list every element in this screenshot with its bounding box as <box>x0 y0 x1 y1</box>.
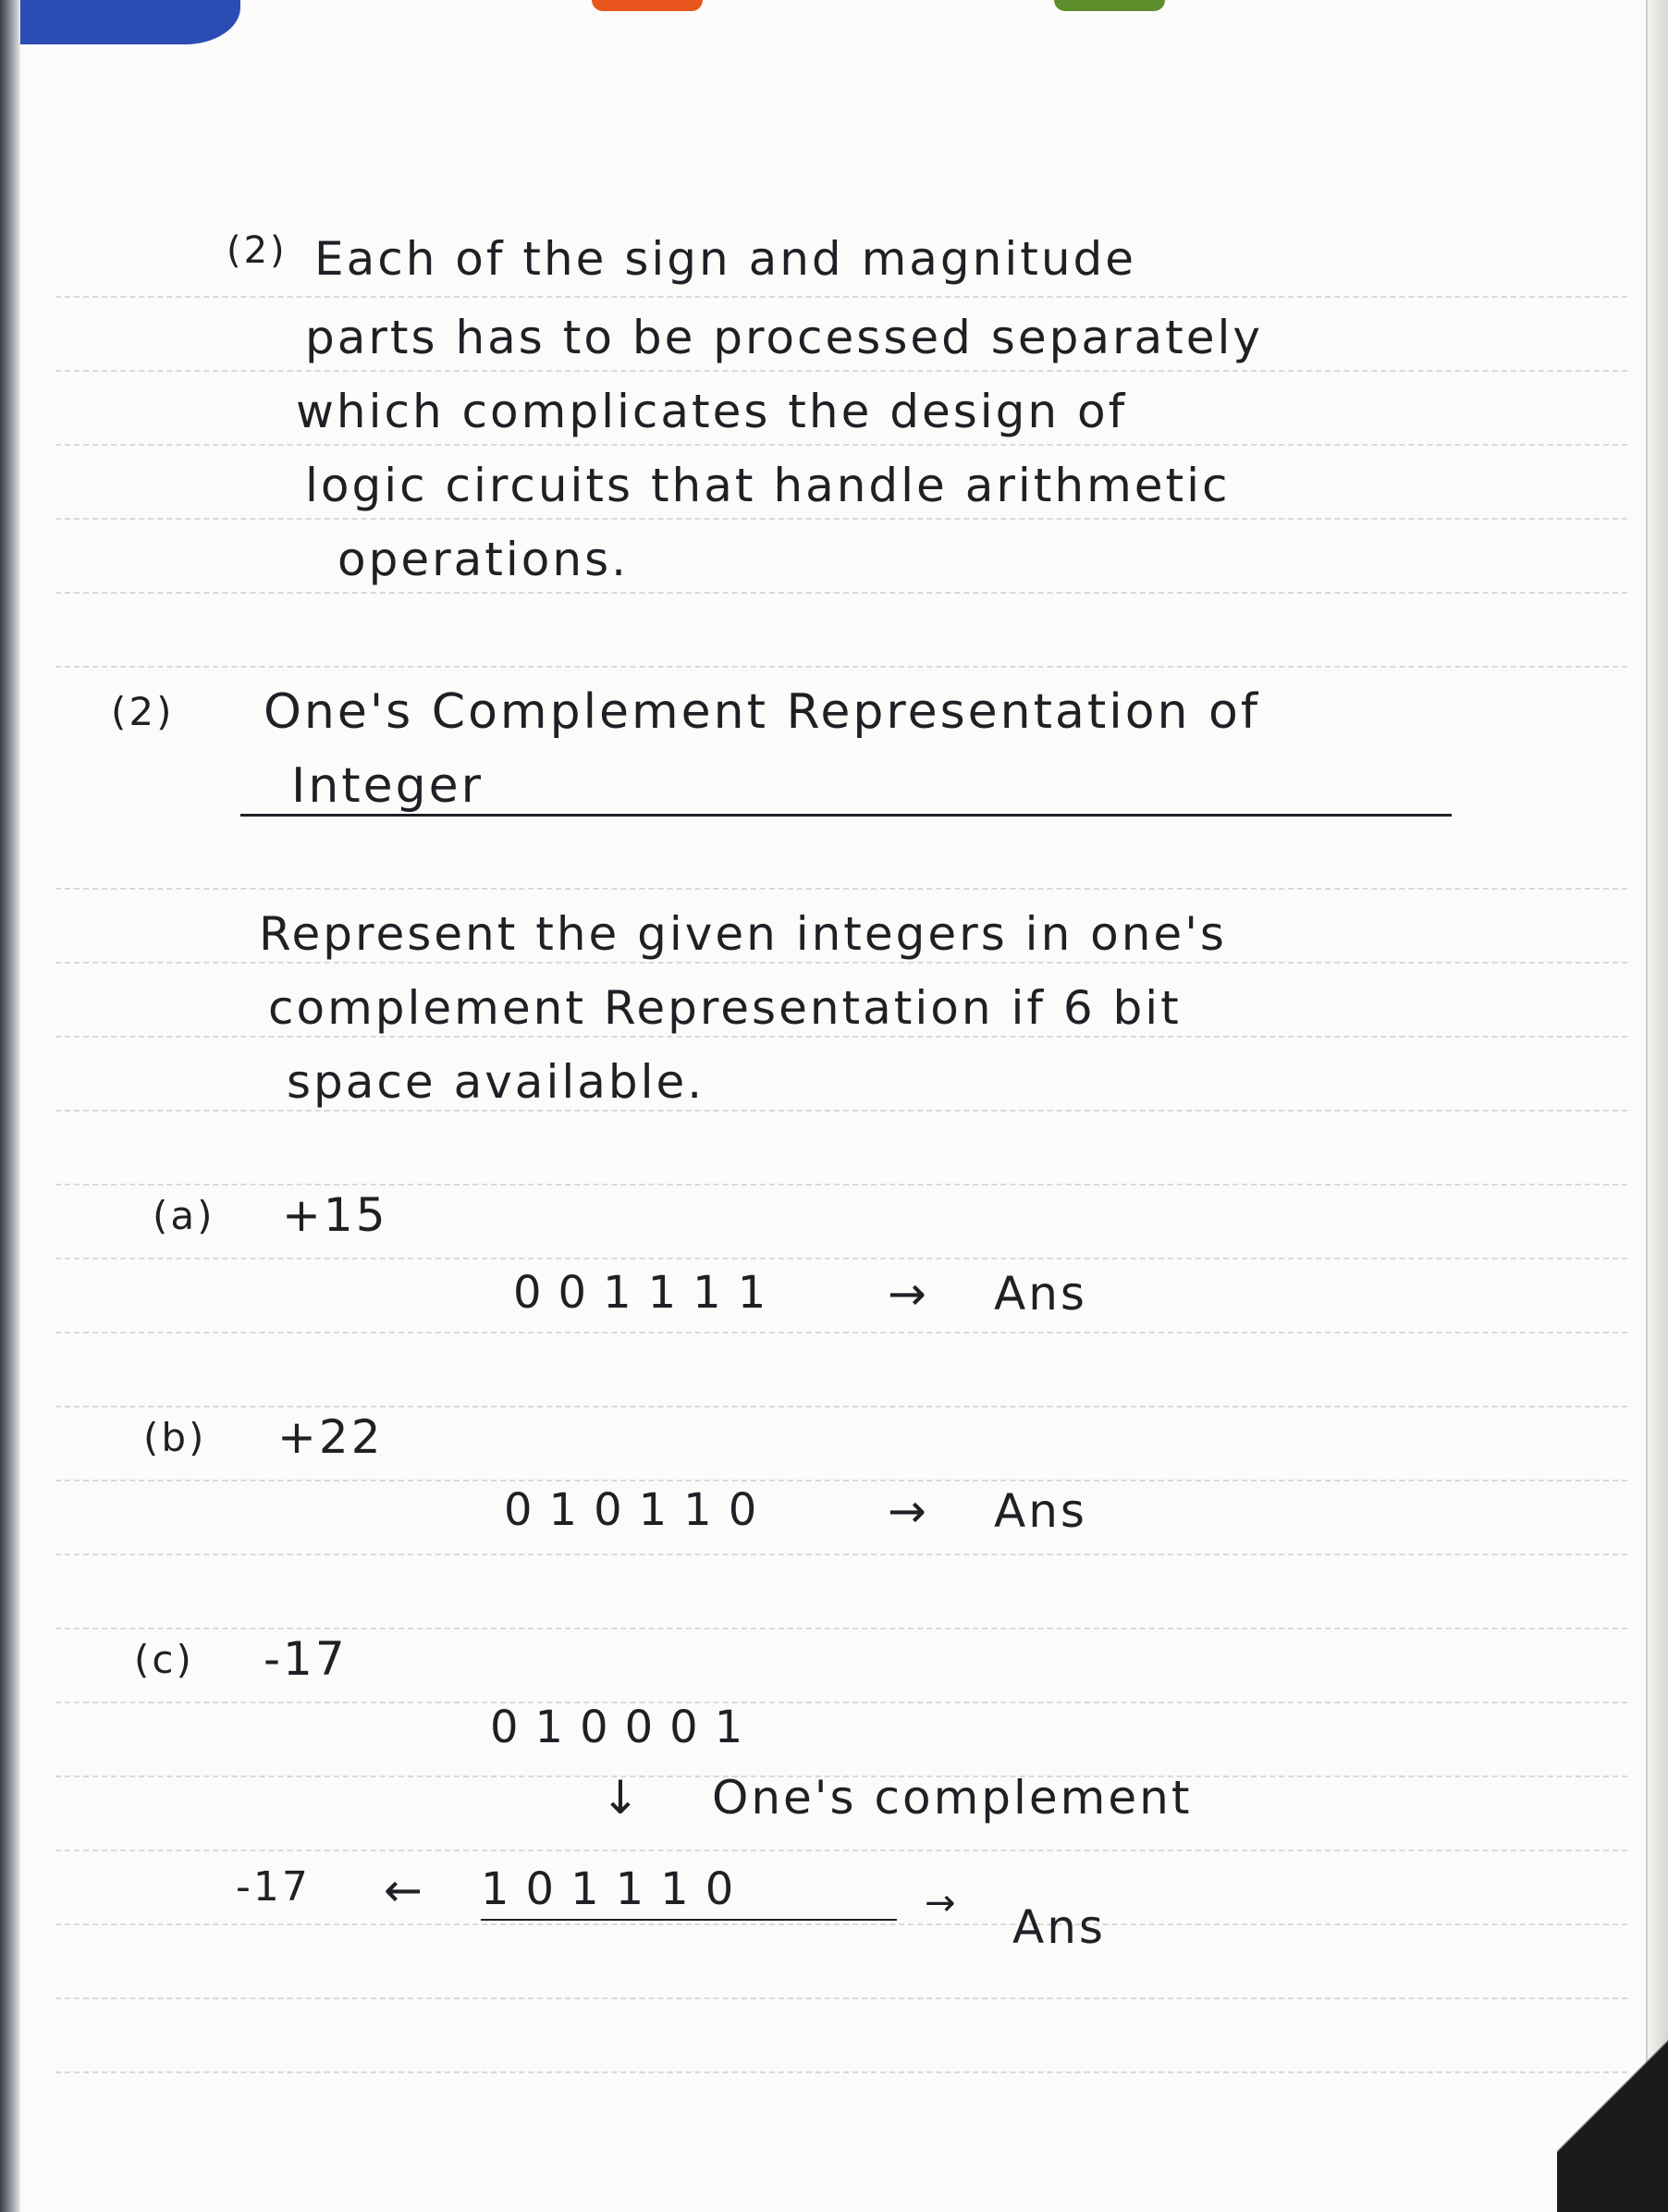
green-tab <box>1054 0 1165 11</box>
ruled-line <box>55 962 1627 964</box>
ruled-line <box>55 1702 1627 1703</box>
result-bits: 101110 <box>481 1863 751 1915</box>
paragraph-line: which complicates the design of <box>296 385 1128 438</box>
part-b-bits: 010110 <box>504 1484 774 1536</box>
down-arrow: ↓ <box>601 1771 643 1825</box>
point-number: (2) <box>227 229 288 272</box>
blue-tab <box>0 0 240 44</box>
ruled-line <box>55 518 1627 520</box>
paragraph-line: operations. <box>337 533 630 586</box>
ruled-line <box>55 2071 1627 2073</box>
result-prefix: -17 <box>236 1863 311 1911</box>
ruled-line <box>55 370 1627 372</box>
part-a-label: (a) <box>153 1193 215 1238</box>
ruled-line <box>55 1184 1627 1186</box>
part-b-answer: Ans <box>994 1484 1087 1538</box>
part-a-value: +15 <box>282 1188 388 1242</box>
part-c-value: -17 <box>264 1632 348 1686</box>
part-c-answer: Ans <box>1012 1900 1106 1954</box>
sign-magnitude-paragraph <box>296 384 1127 439</box>
question-line: complement Representation if 6 bit <box>268 981 1182 1035</box>
ruled-line <box>55 1110 1627 1112</box>
ruled-line <box>55 1554 1627 1555</box>
ruled-line <box>55 1036 1627 1038</box>
ruled-line <box>55 1258 1627 1260</box>
ruled-line <box>55 1406 1627 1407</box>
paragraph-line: Each of the sign and magnitude <box>314 232 1137 286</box>
part-b-label: (b) <box>143 1415 207 1460</box>
ruled-line <box>55 444 1627 446</box>
part-a-arrow: → <box>888 1267 929 1321</box>
sign-magnitude-paragraph <box>314 231 1136 287</box>
result-underline <box>481 1919 897 1921</box>
ruled-line <box>55 296 1627 298</box>
ruled-line <box>55 1332 1627 1333</box>
question-line: Represent the given integers in one's <box>259 907 1227 961</box>
ruled-line <box>55 1923 1627 1925</box>
ruled-line <box>55 1849 1627 1851</box>
question-text <box>268 980 1182 1036</box>
question-text <box>287 1054 705 1110</box>
page-corner-shadow <box>1557 2009 1668 2212</box>
question-text <box>259 906 1227 962</box>
ruled-line <box>55 888 1627 890</box>
heading-underline <box>240 814 1452 817</box>
sign-magnitude-paragraph <box>305 458 1231 513</box>
left-arrow: ← <box>384 1863 425 1917</box>
part-a-answer: Ans <box>994 1267 1087 1321</box>
page-edge <box>1646 0 1668 2212</box>
paragraph-line: logic circuits that handle arithmetic <box>305 459 1231 512</box>
section-title-line2: Integer <box>291 758 484 814</box>
ruled-line <box>55 592 1627 594</box>
question-line: space available. <box>287 1055 705 1109</box>
part-c-bits: 010001 <box>490 1702 760 1753</box>
ruled-line <box>55 1480 1627 1481</box>
sign-magnitude-paragraph <box>305 310 1263 365</box>
section-number: (2) <box>111 689 175 734</box>
part-c-label: (c) <box>134 1637 194 1682</box>
step-label: One's complement <box>712 1771 1193 1825</box>
part-c-arrow: → <box>925 1882 959 1924</box>
part-a-bits: 001111 <box>513 1267 783 1319</box>
ruled-line <box>55 1997 1627 1999</box>
part-b-value: +22 <box>277 1410 384 1464</box>
ruled-line <box>55 666 1627 668</box>
orange-tab <box>592 0 703 11</box>
paragraph-line: parts has to be processed separately <box>305 311 1264 364</box>
ruled-line <box>55 1628 1627 1629</box>
sign-magnitude-paragraph <box>337 532 629 587</box>
part-b-arrow: → <box>888 1484 929 1538</box>
section-title: One's Complement Representation of <box>264 684 1261 740</box>
page-binding <box>0 0 20 2212</box>
